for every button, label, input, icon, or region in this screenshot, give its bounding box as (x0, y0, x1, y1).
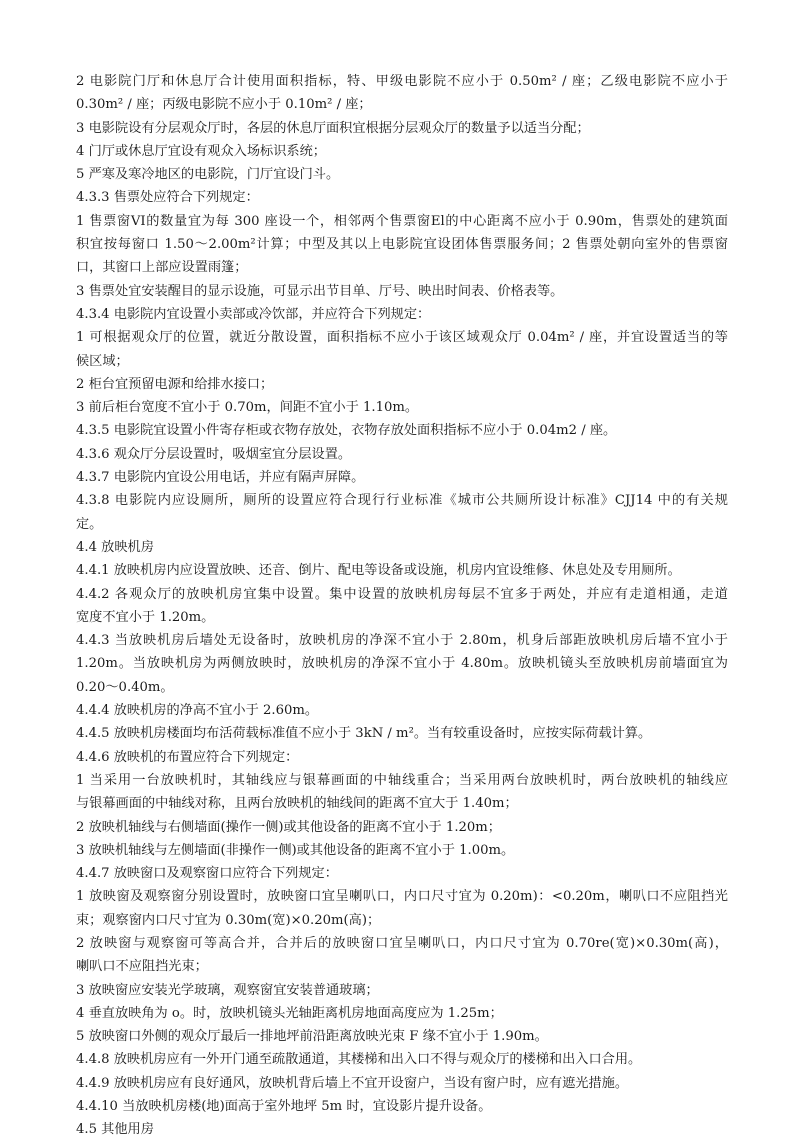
text-line: 4.3.5 电影院宜设置小件寄存柜或衣物存放处，衣物存放处面积指标不应小于 0.04m2 / 座。 (76, 423, 617, 439)
text-line: 3 前后柜台宽度不宜小于 0.70m，间距不宜小于 1.10m。 (76, 400, 419, 416)
text-line: 与银幕画面的中轴线对称，且两台放映机的轴线间的距离不宜大于 1.40m； (76, 796, 518, 812)
text-line: 4.4.6 放映机的布置应符合下列规定： (76, 749, 299, 765)
text-line: 4.3.7 电影院内宜设公用电话，并应有隔声屏障。 (76, 470, 365, 486)
text-line: 口，其窗口上部应设置雨篷； (76, 260, 248, 276)
text-line: 4.4.3 当放映机房后墙处无设备时，放映机房的净深不宜小于 2.80m，机身后部距放映机房后墙不宜小于 (76, 633, 728, 649)
text-line: 4 门厅或休息厅宜设有观众入场标识系统； (76, 143, 326, 159)
text-line: 3 放映窗应安装光学玻璃，观察窗宜安装普通玻璃； (76, 982, 379, 998)
text-line: 4.4.1 放映机房内应设置放映、还音、倒片、配电等设备或设施，机房内宜设维修、休息处及专用厕所。 (76, 563, 681, 579)
text-line: 4.4 放映机房 (76, 539, 154, 555)
text-line: 4.3.6 观众厅分层设置时，吸烟室宜分层设置。 (76, 446, 352, 462)
text-line: 1 可根据观众厅的位置，就近分散设置，面积指标不应小于该区域观众厅 0.04m² / 座，并宜设置适当的等 (76, 330, 728, 346)
text-line: 2 柜台宜预留电源和给排水接口； (76, 376, 274, 392)
text-line: 1.20m。当放映机房为两侧放映时，放映机房的净深不宜小于 4.80m。放映机镜头至放映机房前墙面宜为 (76, 656, 728, 672)
text-line: 2 放映机轴线与右侧墙面(操作一侧)或其他设备的距离不宜小于 1.20m； (76, 819, 501, 835)
text-line: 4.3.3 售票处应符合下列规定： (76, 190, 259, 206)
text-line: 3 电影院设有分层观众厅时，各层的休息厅面积宜根据分层观众厅的数量予以适当分配； (76, 120, 590, 136)
text-line: 1 放映窗及观察窗分别设置时，放映窗口宜呈喇叭口，内口尺寸宜为 0.20m)：<0.20m，喇叭口不应阻挡光 (76, 889, 728, 905)
text-line: 积宜按每窗口 1.50～2.00m²计算；中型及其以上电影院宜设团体售票服务间；2 售票处朝向室外的售票窗 (76, 237, 728, 253)
text-line: 4.5 其他用房 (76, 1122, 154, 1138)
text-line: 4.4.7 放映窗口及观察窗口应符合下列规定： (76, 866, 338, 882)
text-line: 3 放映机轴线与左侧墙面(非操作一侧)或其他设备的距离不宜小于 1.00m。 (76, 842, 515, 858)
text-line: 2 放映窗与观察窗可等高合并，合并后的放映窗口宜呈喇叭口，内口尺寸宜为 0.70re(宽)×0.30m(高)， (76, 935, 728, 951)
text-line: 定。 (76, 516, 103, 532)
text-line: 4.4.10 当放映机房楼(地)面高于室外地坪 5m 时，宜设影片提升设备。 (76, 1099, 492, 1115)
text-line: 1 售票窗VI的数量宜为每 300 座设一个，相邻两个售票窗El的中心距离不应小于 0.90m，售票处的建筑面 (76, 213, 728, 229)
text-line: 5 放映窗口外侧的观众厅最后一排地坪前沿距离放映光束 F 缘不宜小于 1.90m。 (76, 1029, 548, 1045)
text-line: 5 严寒及寒冷地区的电影院，门厅宜设门斗。 (76, 167, 340, 183)
text-line: 4.4.4 放映机房的净高不宜小于 2.60m。 (76, 703, 319, 719)
text-line: 0.20～0.40m。 (76, 679, 174, 695)
text-line: 宽度不宜小于 1.20m。 (76, 609, 215, 625)
text-line: 1 当采用一台放映机时，其轴线应与银幕画面的中轴线重合；当采用两台放映机时，两台放映机的轴线应 (76, 772, 728, 788)
text-line: 3 售票处宜安装醒目的显示设施，可显示出节目单、厅号、映出时间表、价格表等。 (76, 283, 564, 299)
text-line: 4.4.8 放映机房应有一外开门通至疏散通道，其楼梯和出入口不得与观众厅的楼梯和出入口合用。 (76, 1052, 642, 1068)
text-line: 4 垂直放映角为 o。时，放映机镜头光轴距离机房地面高度应为 1.25m； (76, 1005, 503, 1021)
text-line: 4.3.4 电影院内宜设置小卖部或冷饮部，并应符合下列规定： (76, 306, 431, 322)
text-line: 2 电影院门厅和休息厅合计使用面积指标，特、甲级电影院不应小于 0.50m² / 座；乙级电影院不应小于 (76, 74, 728, 89)
text-line: 4.4.9 放映机房应有良好通风，放映机背后墙上不宜开设窗户，当设有窗户时，应有遮光措施。 (76, 1075, 629, 1091)
text-line: 0.30m² / 座；丙级电影院不应小于 0.10m² / 座； (76, 97, 372, 113)
document-page (76, 70, 728, 1142)
text-line: 候区域； (76, 353, 129, 369)
text-line: 喇叭口不应阻挡光束； (76, 959, 208, 975)
text-line: 4.4.2 各观众厅的放映机房宜集中设置。集中设置的放映机房每层不宜多于两处，并应有走道相通，走道 (76, 586, 728, 602)
text-line: 4.3.8 电影院内应设厕所，厕所的设置应符合现行行业标准《城市公共厕所设计标准》CJJ14 中的有关规 (76, 493, 728, 509)
text-line: 束；观察窗内口尺寸宜为 0.30m(宽)×0.20m(高)； (76, 912, 381, 928)
text-line: 4.4.5 放映机房楼面均布活荷载标准值不应小于 3kN / m²。当有较重设备时，应按实际荷载计算。 (76, 726, 652, 742)
